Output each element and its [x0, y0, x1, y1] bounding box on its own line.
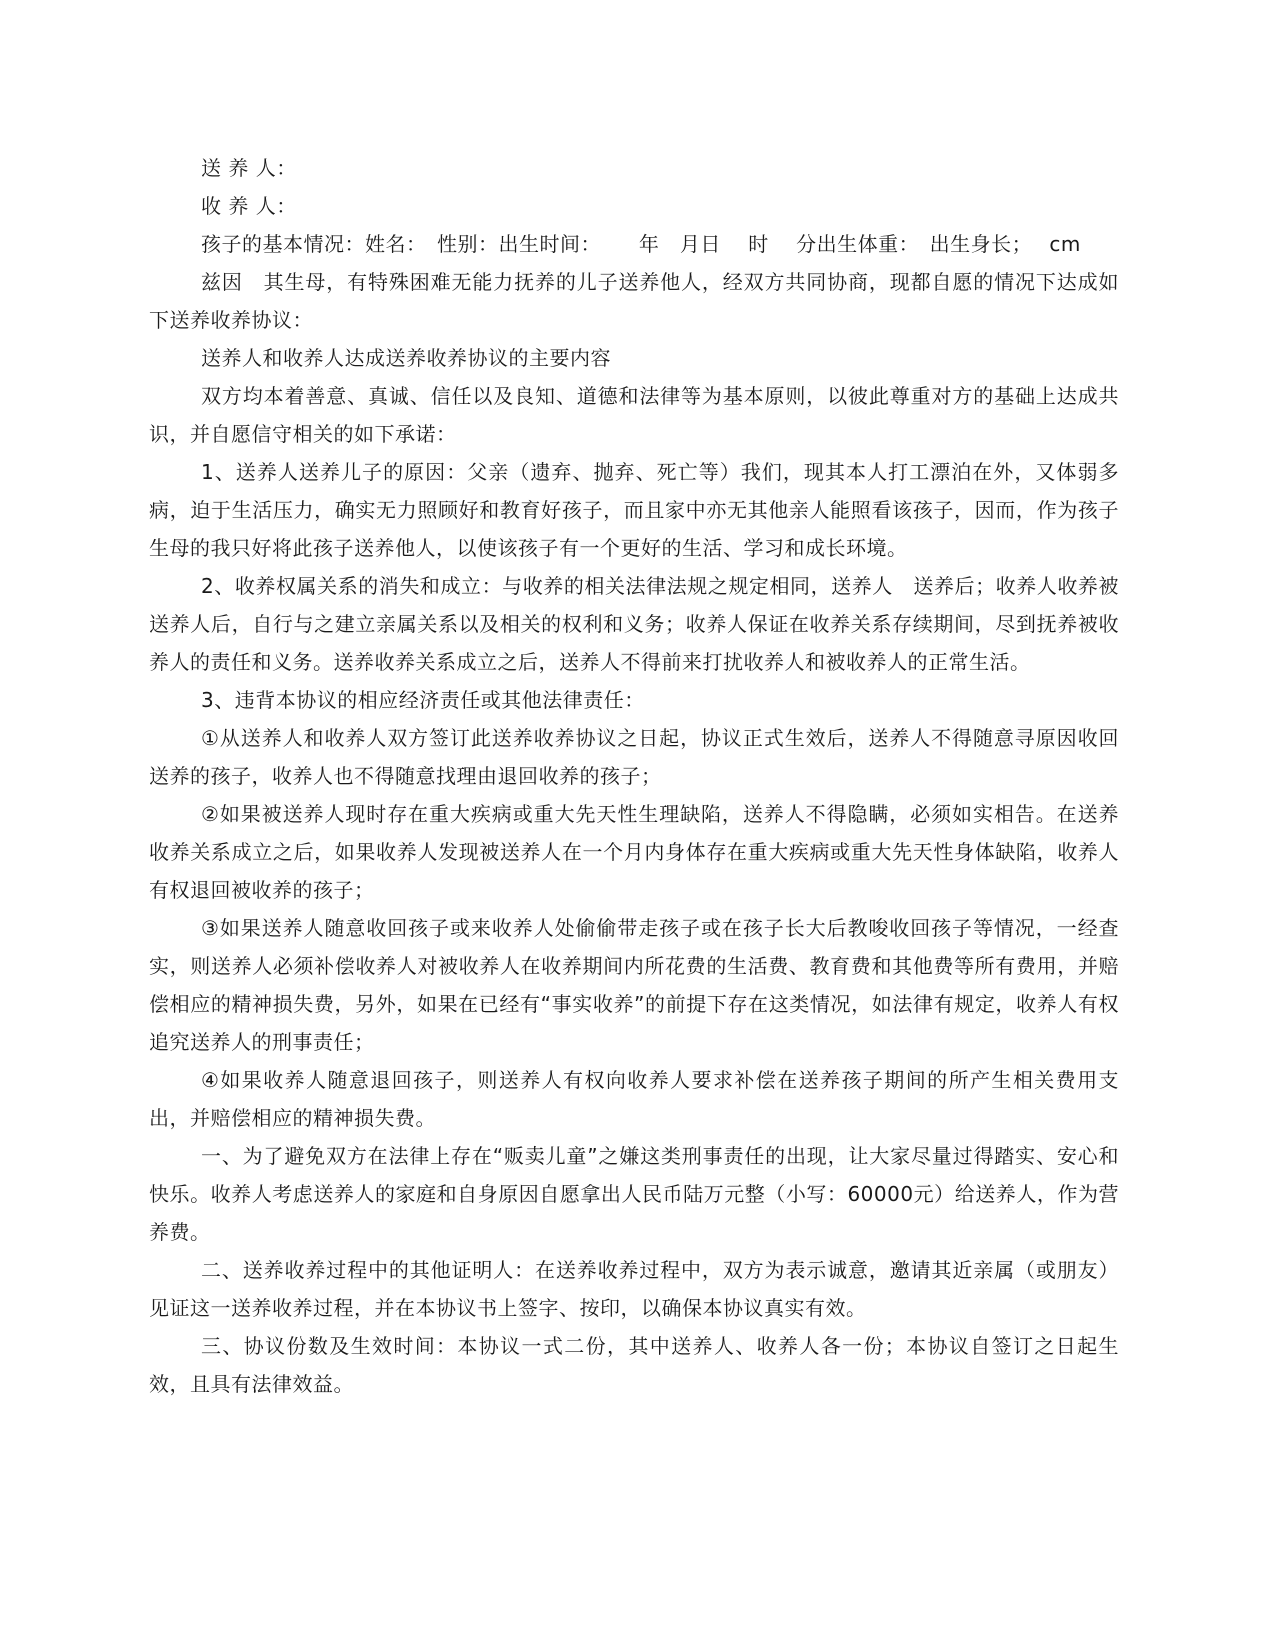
article-two: 二、送养收养过程中的其他证明人：在送养收养过程中，双方为表示诚意，邀请其近亲属（或朋友）见证这一送养收养过程，并在本协议书上签字、按印，以确保本协议真实有效。 [149, 1258, 1119, 1320]
subclause-3: ③如果送养人随意收回孩子或来收养人处偷偷带走孩子或在孩子长大后教唆收回孩子等情况，一经查实，则送养人必须补偿收养人对被收养人在收养期间内所花费的生活费、教育费和其他费等所有费用，并赔偿相应的精神损失费，另外，如果在已经有“事实收养”的前提下存在这类情况，如法律有规定，收养人有权追究送养人的刑事责任； [149, 916, 1119, 1054]
clause-3: 3、违背本协议的相应经济责任或其他法律责任： [201, 688, 645, 712]
child-info-line: 孩子的基本情况：姓名： 性别：出生时间： 年 月日 时 分出生体重： 出生身长； cm [201, 232, 1081, 256]
subclause-4: ④如果收养人随意退回孩子，则送养人有权向收养人要求补偿在送养孩子期间的所产生相关费用支出，并赔偿相应的精神损失费。 [149, 1068, 1119, 1130]
article-three: 三、协议份数及生效时间：本协议一式二份，其中送养人、收养人各一份；本协议自签订之日起生效，且具有法律效益。 [149, 1334, 1119, 1396]
sender-line: 送 养 人： [201, 156, 297, 180]
adopter-line: 收 养 人： [201, 194, 297, 218]
article-one: 一、为了避免双方在法律上存在“贩卖儿童”之嫌这类刑事责任的出现，让大家尽量过得踏实、安心和快乐。收养人考虑送养人的家庭和自身原因自愿拿出人民币陆万元整（小写：60000元）给送养人，作为营养费。 [149, 1144, 1119, 1244]
section-heading: 送养人和收养人达成送养收养协议的主要内容 [201, 346, 611, 370]
subclause-2: ②如果被送养人现时存在重大疾病或重大先天性生理缺陷，送养人不得隐瞒，必须如实相告。在送养收养关系成立之后，如果收养人发现被送养人在一个月内身体存在重大疾病或重大先天性身体缺陷，收养人有权退回被收养的孩子； [149, 802, 1119, 902]
agreement-body [149, 149, 1119, 1403]
clause-1: 1、送养人送养儿子的原因：父亲（遗弃、抛弃、死亡等）我们，现其本人打工漂泊在外，又体弱多病，迫于生活压力，确实无力照顾好和教育好孩子，而且家中亦无其他亲人能照看该孩子，因而，作为孩子生母的我只好将此孩子送养他人，以使该孩子有一个更好的生活、学习和成长环境。 [149, 460, 1119, 560]
principles-paragraph: 双方均本着善意、真诚、信任以及良知、道德和法律等为基本原则，以彼此尊重对方的基础上达成共识，并自愿信守相关的如下承诺： [149, 384, 1119, 446]
intro-paragraph: 兹因 其生母，有特殊困难无能力抚养的儿子送养他人，经双方共同协商，现都自愿的情况下达成如下送养收养协议： [149, 270, 1119, 332]
subclause-1: ①从送养人和收养人双方签订此送养收养协议之日起，协议正式生效后，送养人不得随意寻原因收回送养的孩子，收养人也不得随意找理由退回收养的孩子； [149, 726, 1119, 788]
clause-2: 2、收养权属关系的消失和成立：与收养的相关法律法规之规定相同，送养人 送养后；收养人收养被送养人后，自行与之建立亲属关系以及相关的权利和义务；收养人保证在收养关系存续期间，尽到抚养被收养人的责任和义务。送养收养关系成立之后，送养人不得前来打扰收养人和被收养人的正常生活。 [149, 574, 1119, 674]
